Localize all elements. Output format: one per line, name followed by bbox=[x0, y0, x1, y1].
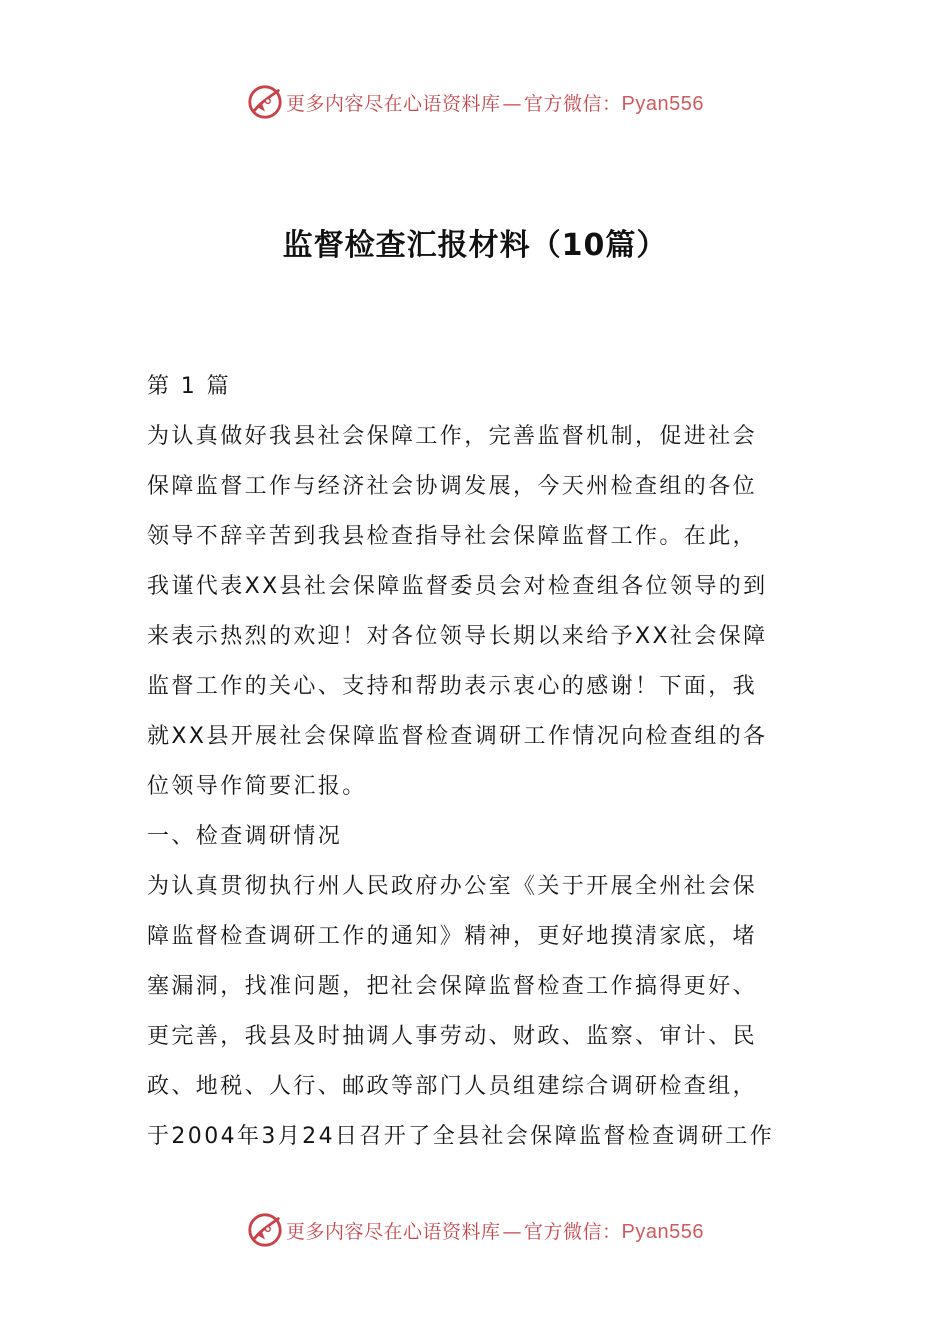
section-label bbox=[147, 362, 807, 412]
watermark-text bbox=[286, 89, 704, 116]
paragraph-line: 就XX县开展社会保障监督检查调研工作情况向检查组的各 bbox=[147, 724, 768, 749]
paragraph-line: 领导不辞辛苦到我县检查指导社会保障监督工作。在此， bbox=[147, 524, 758, 549]
document-body bbox=[147, 362, 807, 1162]
paragraph-line: 政、地税、人行、邮政等部门人员组建综合调研检查组， bbox=[147, 1074, 758, 1099]
watermark-slogan: 更多内容尽在心语资料库 bbox=[286, 92, 501, 115]
section-heading bbox=[147, 812, 807, 862]
paragraph-line: 塞漏洞，找准问题，把社会保障监督检查工作搞得更好、 bbox=[147, 974, 758, 999]
watermark-separator: — bbox=[502, 92, 523, 115]
paragraph-line: 为认真做好我县社会保障工作，完善监督机制，促进社会 bbox=[147, 424, 758, 449]
watermark-label: 官方微信： bbox=[524, 92, 622, 115]
section-heading-text: 一、检查调研情况 bbox=[147, 824, 343, 849]
paragraph-line: 来表示热烈的欢迎！对各位领导长期以来给予XX社会保障 bbox=[147, 624, 768, 649]
watermark-handle: Pyan556 bbox=[621, 1220, 704, 1243]
header-watermark-banner bbox=[0, 82, 950, 122]
paragraph-line: 为认真贯彻执行州人民政府办公室《关于开展全州社会保 bbox=[147, 874, 758, 899]
paragraph-1 bbox=[147, 412, 807, 812]
watermark-label: 官方微信： bbox=[524, 1220, 622, 1243]
paragraph-line: 保障监督工作与经济社会协调发展，今天州检查组的各位 bbox=[147, 474, 758, 499]
paragraph-line: 障监督检查调研工作的通知》精神，更好地摸清家底，堵 bbox=[147, 924, 758, 949]
watermark-separator: — bbox=[502, 1220, 523, 1243]
footer-watermark-banner bbox=[0, 1210, 950, 1250]
pen-logo-icon bbox=[246, 83, 284, 121]
section-label-text: 第 1 篇 bbox=[147, 374, 231, 399]
paragraph-2 bbox=[147, 862, 807, 1162]
watermark-handle: Pyan556 bbox=[621, 92, 704, 115]
pen-logo-icon bbox=[246, 1211, 284, 1249]
document-title: 监督检查汇报材料（10篇） bbox=[282, 228, 668, 263]
paragraph-line: 于2004年3月24日召开了全县社会保障监督检查调研工作 bbox=[147, 1124, 775, 1149]
watermark-text bbox=[286, 1217, 704, 1244]
paragraph-line: 我谨代表XX县社会保障监督委员会对检查组各位领导的到 bbox=[147, 574, 768, 599]
paragraph-line: 监督工作的关心、支持和帮助表示衷心的感谢！下面，我 bbox=[147, 674, 758, 699]
watermark-slogan: 更多内容尽在心语资料库 bbox=[286, 1220, 501, 1243]
paragraph-line: 更完善，我县及时抽调人事劳动、财政、监察、审计、民 bbox=[147, 1024, 758, 1049]
paragraph-line: 位领导作简要汇报。 bbox=[147, 774, 367, 799]
